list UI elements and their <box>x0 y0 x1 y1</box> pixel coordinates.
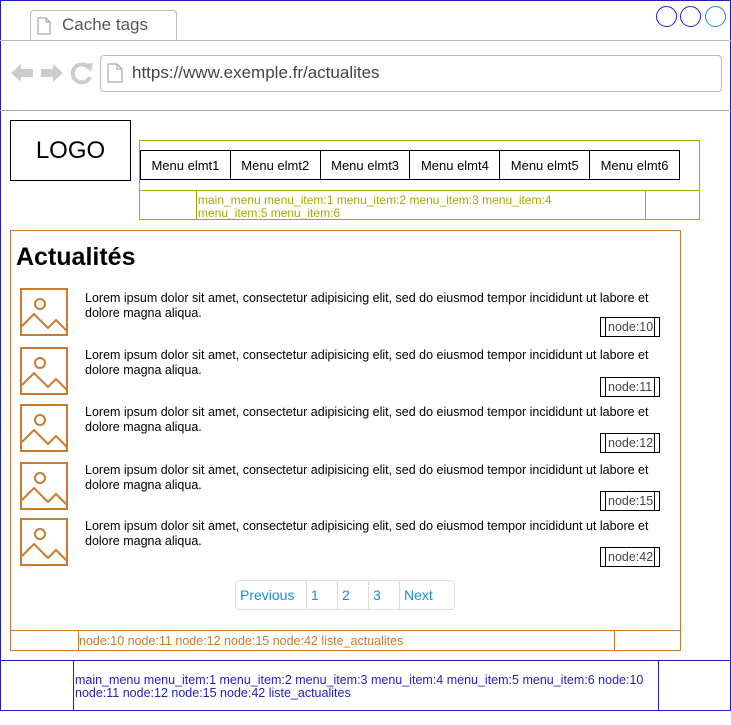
content-cache-tags: node:10 node:11 node:12 node:15 node:42 liste_actualites <box>79 634 404 648</box>
window-control-circle[interactable] <box>656 6 677 27</box>
pager-previous[interactable]: Previous <box>236 581 307 609</box>
article-summary: Lorem ipsum dolor sit amet, consectetur adipisicing elit, sed do eiusmod tempor incididunt ut labore et dolore magna aliqua. <box>85 348 649 377</box>
pager-page-2[interactable]: 2 <box>338 581 369 609</box>
article-cache-tag: node:11 <box>600 377 660 397</box>
image-placeholder-icon <box>20 404 68 452</box>
image-placeholder-icon <box>20 288 68 336</box>
article-cache-tag: node:42 <box>600 547 660 567</box>
url-text[interactable]: https://www.exemple.fr/actualites <box>132 63 380 82</box>
back-arrow-icon[interactable] <box>10 62 34 84</box>
article-summary: Lorem ipsum dolor sit amet, consectetur adipisicing elit, sed do eiusmod tempor incididunt ut labore et dolore magna aliqua. <box>85 463 649 492</box>
image-placeholder-icon <box>20 462 68 510</box>
menu-item-1[interactable]: Menu elmt1 <box>141 151 231 179</box>
menu-cache-tags: main_menu menu_item:1 menu_item:2 menu_item:3 menu_item:4 menu_item:5 menu_item:6 <box>198 193 552 220</box>
page-icon <box>37 17 51 35</box>
site-logo[interactable]: LOGO <box>10 120 131 181</box>
menu-item-4[interactable]: Menu elmt4 <box>410 151 500 179</box>
menu-item-6[interactable]: Menu elmt6 <box>600 157 669 173</box>
header-divider <box>0 110 731 111</box>
pager-page-1[interactable]: 1 <box>307 581 338 609</box>
menu-item-2[interactable]: Menu elmt2 <box>231 151 321 179</box>
article-cache-tag: node:12 <box>600 433 660 453</box>
image-placeholder-icon <box>20 347 68 395</box>
main-menu <box>140 150 680 180</box>
pager-page-3[interactable]: 3 <box>369 581 400 609</box>
page-icon <box>107 63 123 83</box>
page-title: Actualités <box>16 243 136 271</box>
article-summary: Lorem ipsum dolor sit amet, consectetur adipisicing elit, sed do eiusmod tempor incididunt ut labore et dolore magna aliqua. <box>85 291 649 320</box>
menu-item-5[interactable]: Menu elmt5 <box>500 151 590 179</box>
pagination <box>235 580 455 610</box>
pager-next[interactable]: Next <box>404 587 433 603</box>
menu-item-3[interactable]: Menu elmt3 <box>321 151 411 179</box>
forward-arrow-icon[interactable] <box>40 62 64 84</box>
window-control-circle[interactable] <box>680 6 701 27</box>
image-placeholder-icon <box>20 518 68 566</box>
tab-strip-divider <box>0 40 731 41</box>
tab-title: Cache tags <box>62 15 148 34</box>
window-control-circle[interactable] <box>705 6 726 27</box>
article-cache-tag: node:15 <box>600 491 660 511</box>
reload-icon[interactable] <box>70 60 94 86</box>
article-cache-tag: node:10 <box>600 317 660 337</box>
page-cache-tags: main_menu menu_item:1 menu_item:2 menu_item:3 menu_item:4 menu_item:5 menu_item:6 node:10 node:11 node:12 node:15 node:42 liste_actualites <box>75 673 644 700</box>
article-summary: Lorem ipsum dolor sit amet, consectetur adipisicing elit, sed do eiusmod tempor incididunt ut labore et dolore magna aliqua. <box>85 405 649 434</box>
article-summary: Lorem ipsum dolor sit amet, consectetur adipisicing elit, sed do eiusmod tempor incididunt ut labore et dolore magna aliqua. <box>85 519 649 548</box>
